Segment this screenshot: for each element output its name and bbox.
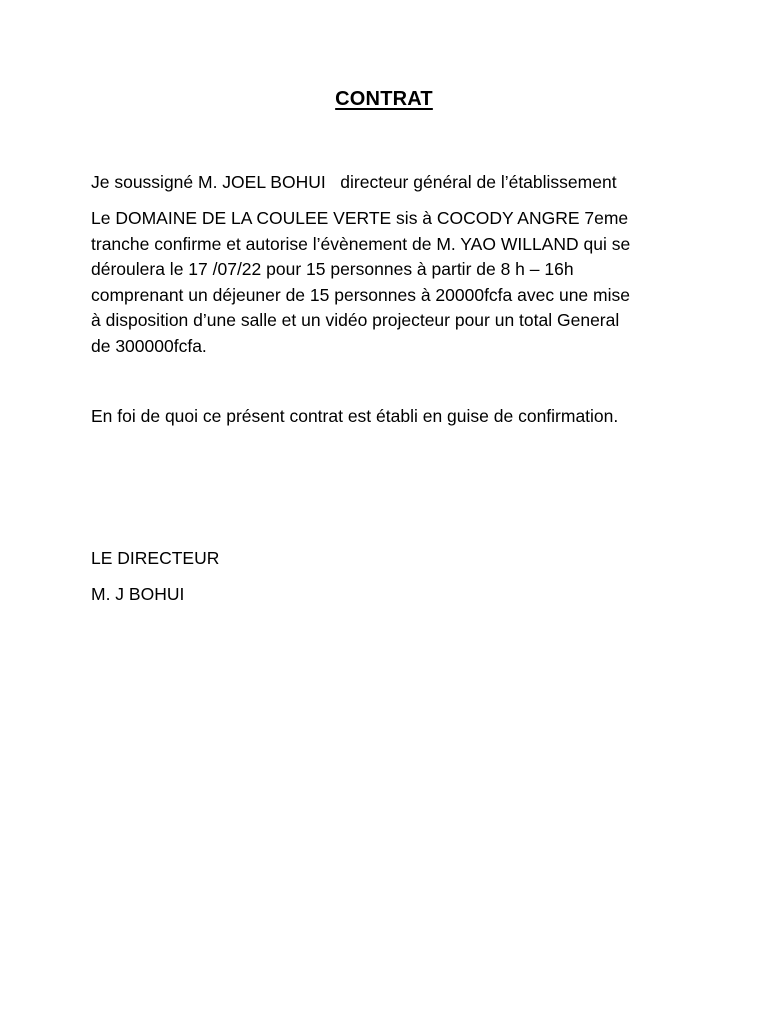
intro-line: Je soussigné M. JOEL BOHUI directeur général de l’établissement [91,172,617,192]
paragraph-line: tranche confirme et autorise l’évènement de M. YAO WILLAND qui se [91,233,631,254]
closing-statement: En foi de quoi ce présent contrat est établi en guise de confirmation. [91,406,619,426]
paragraph-line: à disposition d’une salle et un vidéo projecteur pour un total General [91,310,620,331]
paragraph-line: déroulera le 17 /07/22 pour 15 personnes à partir de 8 h – 16h [91,259,574,280]
paragraph-line: Le DOMAINE DE LA COULEE VERTE sis à COCODY ANGRE 7eme [91,208,629,228]
signature-name: M. J BOHUI [91,584,185,604]
signature-title: LE DIRECTEUR [91,548,220,568]
paragraph-line: de 300000fcfa. [91,335,207,356]
document-title: CONTRAT [335,88,433,110]
paragraph-line: comprenant un déjeuner de 15 personnes à 20000fcfa avec une mise [91,284,630,305]
contract-paragraph [91,206,691,360]
